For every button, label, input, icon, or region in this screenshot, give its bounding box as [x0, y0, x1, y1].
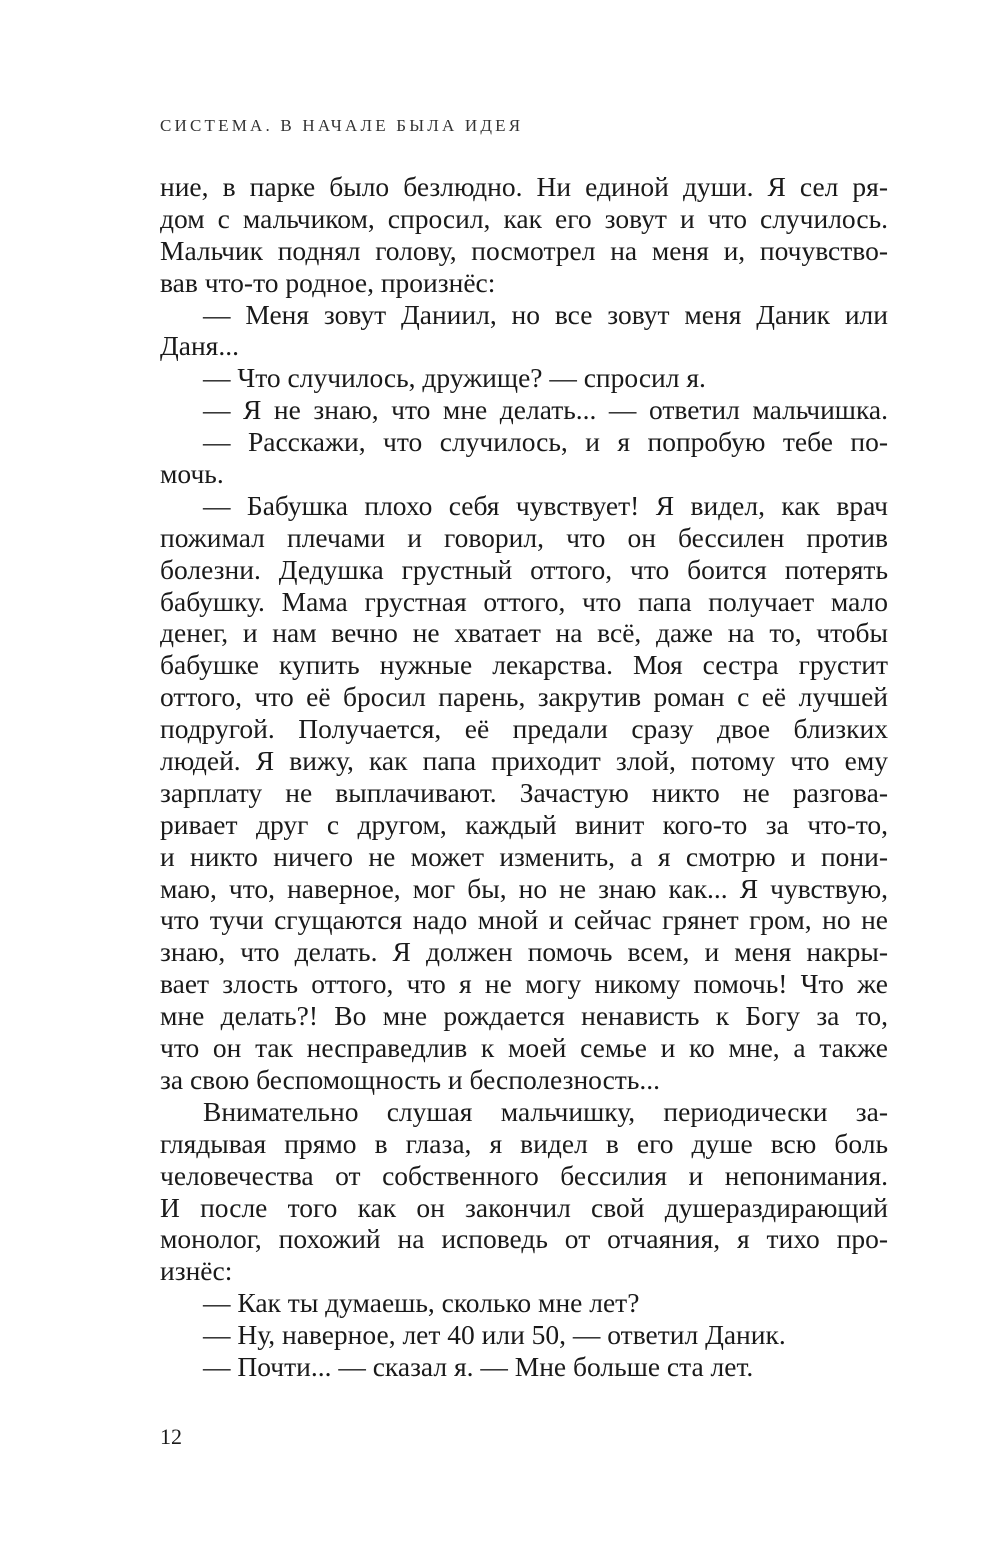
- text-line: — Ну, наверное, лет 40 или 50, — ответил Даник.: [203, 1319, 786, 1351]
- text-line: болезни. Дедушка грустный оттого, что боится потерять: [160, 553, 888, 585]
- text-line: Мальчик поднял голову, посмотрел на меня и, почувство-: [160, 234, 888, 266]
- text-line: ривает друг с другом, каждый винит кого-то за что-то,: [160, 808, 888, 840]
- text-line: мне делать?! Во мне рождается ненависть к Богу за то,: [160, 1000, 888, 1032]
- text-line: что тучи сгущаются надо мной и сейчас грянет гром, но не: [160, 904, 888, 936]
- text-line: глядывая прямо в глаза, я видел в его душе всю боль: [160, 1127, 888, 1159]
- text-line: маю, что, наверное, мог бы, но не знаю как... Я чувствую,: [160, 872, 888, 904]
- text-line: — Бабушка плохо себя чувствует! Я видел, как врач: [203, 489, 888, 521]
- text-line: подругой. Получается, её предали сразу двое близких: [160, 713, 888, 745]
- text-line: — Почти... — сказал я. — Мне больше ста лет.: [203, 1350, 754, 1382]
- text-line: бабушке купить нужные лекарства. Моя сестра грустит: [160, 649, 888, 681]
- text-line: И после того как он закончил свой душераздирающий: [160, 1191, 888, 1223]
- text-line: монолог, похожий на исповедь от отчаяния, я тихо про-: [160, 1223, 888, 1255]
- text-line: зарплату не выплачивают. Зачастую никто не разгова-: [160, 776, 888, 808]
- text-line: вав что-то родное, произнёс:: [160, 266, 496, 298]
- text-line: — Я не знаю, что мне делать... — ответил мальчишка.: [203, 394, 888, 426]
- text-line: — Расскажи, что случилось, и я попробую тебе по-: [203, 426, 888, 458]
- text-line: ние, в парке было безлюдно. Ни единой души. Я сел ря-: [160, 171, 888, 202]
- text-line: мочь.: [160, 458, 224, 490]
- text-line: дом с мальчиком, спросил, как его зовут и что случилось.: [160, 202, 888, 234]
- text-line: знаю, что делать. Я должен помочь всем, и меня накры-: [160, 936, 888, 968]
- text-line: Внимательно слушая мальчишку, периодически за-: [203, 1095, 888, 1127]
- text-line: человечества от собственного бессилия и непонимания.: [160, 1159, 888, 1191]
- text-line: изнёс:: [160, 1255, 233, 1287]
- text-line: — Что случилось, дружище? — спросил я.: [203, 362, 706, 394]
- text-line: денег, и нам вечно не хватает на всё, даже на то, чтобы: [160, 617, 888, 649]
- running-head: СИСТЕМА. В НАЧАЛЕ БЫЛА ИДЕЯ: [160, 116, 524, 135]
- body-text: [160, 171, 888, 1383]
- page-number: 12: [160, 1424, 182, 1449]
- text-line: бабушку. Мама грустная оттого, что папа получает мало: [160, 585, 888, 617]
- text-line: что он так несправедлив к моей семье и ко мне, а также: [160, 1032, 888, 1064]
- text-line: вает злость оттого, что я не могу никому помочь! Что же: [160, 968, 888, 1000]
- text-line: — Меня зовут Даниил, но все зовут меня Даник или: [203, 298, 888, 330]
- text-line: — Как ты думаешь, сколько мне лет?: [203, 1287, 640, 1319]
- text-line: и никто ничего не может изменить, а я смотрю и пони-: [160, 840, 888, 872]
- text-line: людей. Я вижу, как папа приходит злой, потому что ему: [160, 745, 888, 777]
- text-line: оттого, что её бросил парень, закрутив роман с её лучшей: [160, 681, 888, 713]
- text-line: за свою беспомощность и бесполезность...: [160, 1063, 660, 1095]
- text-line: пожимал плечами и говорил, что он бессилен против: [160, 521, 888, 553]
- text-line: Даня...: [160, 330, 239, 362]
